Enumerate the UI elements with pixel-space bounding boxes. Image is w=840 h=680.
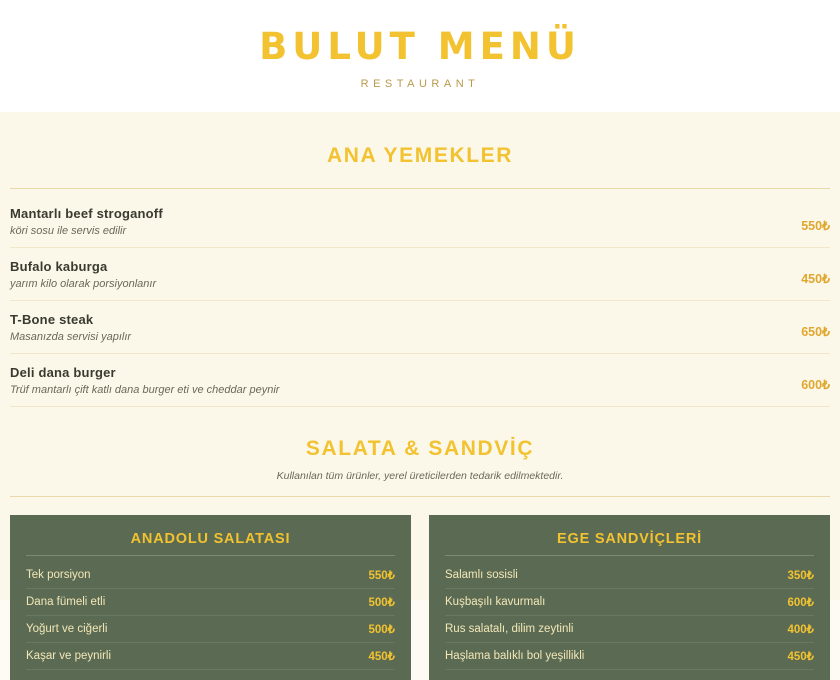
card-group — [10, 515, 830, 680]
menu-header — [0, 0, 840, 112]
list-item — [26, 562, 395, 589]
section-title-salad: SALATA & SANDVİÇ — [305, 437, 535, 460]
item-label: Tek porsiyon — [26, 569, 91, 581]
card-divider — [445, 555, 814, 556]
list-item — [26, 616, 395, 643]
table-row — [10, 195, 830, 248]
item-price: 450₺ — [368, 651, 395, 663]
dish-price: 650₺ — [801, 325, 830, 339]
card-title: EGE SANDVİÇLERİ — [557, 531, 702, 547]
card-ege-sandvicleri — [429, 515, 830, 680]
dish-description: yarım kilo olarak porsiyonlanır — [10, 278, 157, 290]
item-label: Kaşar ve peynirli — [26, 650, 112, 662]
table-row — [10, 301, 830, 354]
item-price: 500₺ — [368, 624, 395, 636]
list-item — [445, 616, 814, 643]
divider-salad — [10, 496, 830, 497]
brand-subtitle: RESTAURANT — [360, 78, 480, 90]
list-item — [26, 589, 395, 616]
item-price: 400₺ — [787, 624, 814, 636]
dish-price: 600₺ — [801, 378, 830, 392]
dish-text — [10, 365, 279, 396]
item-label: Haşlama balıklı bol yeşillikli — [445, 650, 585, 662]
dish-description: köri sosu ile servis edilir — [10, 225, 127, 237]
item-label: Rus salatalı, dilim zeytinli — [445, 623, 574, 635]
item-label: Dana fümeli etli — [26, 596, 106, 608]
dish-text — [10, 259, 156, 290]
dish-name: Mantarlı beef stroganoff — [10, 206, 163, 221]
dish-name: Deli dana burger — [10, 365, 116, 380]
section-subtitle-salad: Kullanılan tüm ürünler, yerel üreticilerden tedarik edilmektedir. — [276, 470, 564, 482]
list-item — [26, 643, 395, 670]
item-label: Yoğurt ve ciğerli — [26, 623, 108, 635]
page-title: BULUT MENÜ — [259, 25, 581, 68]
dish-text — [10, 206, 163, 237]
item-price: 600₺ — [787, 597, 814, 609]
list-item — [445, 562, 814, 589]
item-price: 500₺ — [368, 597, 395, 609]
dish-text — [10, 312, 131, 343]
list-item — [445, 643, 814, 670]
item-price: 550₺ — [368, 570, 395, 582]
list-item — [445, 589, 814, 616]
dish-price: 450₺ — [801, 272, 830, 286]
card-divider — [26, 555, 395, 556]
dish-description: Masanızda servisi yapılır — [10, 331, 132, 343]
dish-name: T-Bone steak — [10, 312, 94, 327]
dish-name: Bufalo kaburga — [10, 259, 108, 274]
item-label: Kuşbaşılı kavurmalı — [445, 596, 546, 608]
item-price: 350₺ — [787, 570, 814, 582]
menu-body — [0, 144, 840, 680]
dish-price: 550₺ — [801, 219, 830, 233]
card-title: ANADOLU SALATASI — [130, 531, 291, 547]
card-anadolu-salatasi — [10, 515, 411, 680]
item-price: 450₺ — [787, 651, 814, 663]
main-dish-list — [10, 189, 830, 407]
table-row — [10, 248, 830, 301]
section-title-main: ANA YEMEKLER — [326, 144, 514, 167]
dish-description: Trüf mantarlı çift katlı dana burger eti ve cheddar peynir — [10, 384, 280, 396]
table-row — [10, 354, 830, 407]
item-label: Salamlı sosisli — [445, 569, 518, 581]
